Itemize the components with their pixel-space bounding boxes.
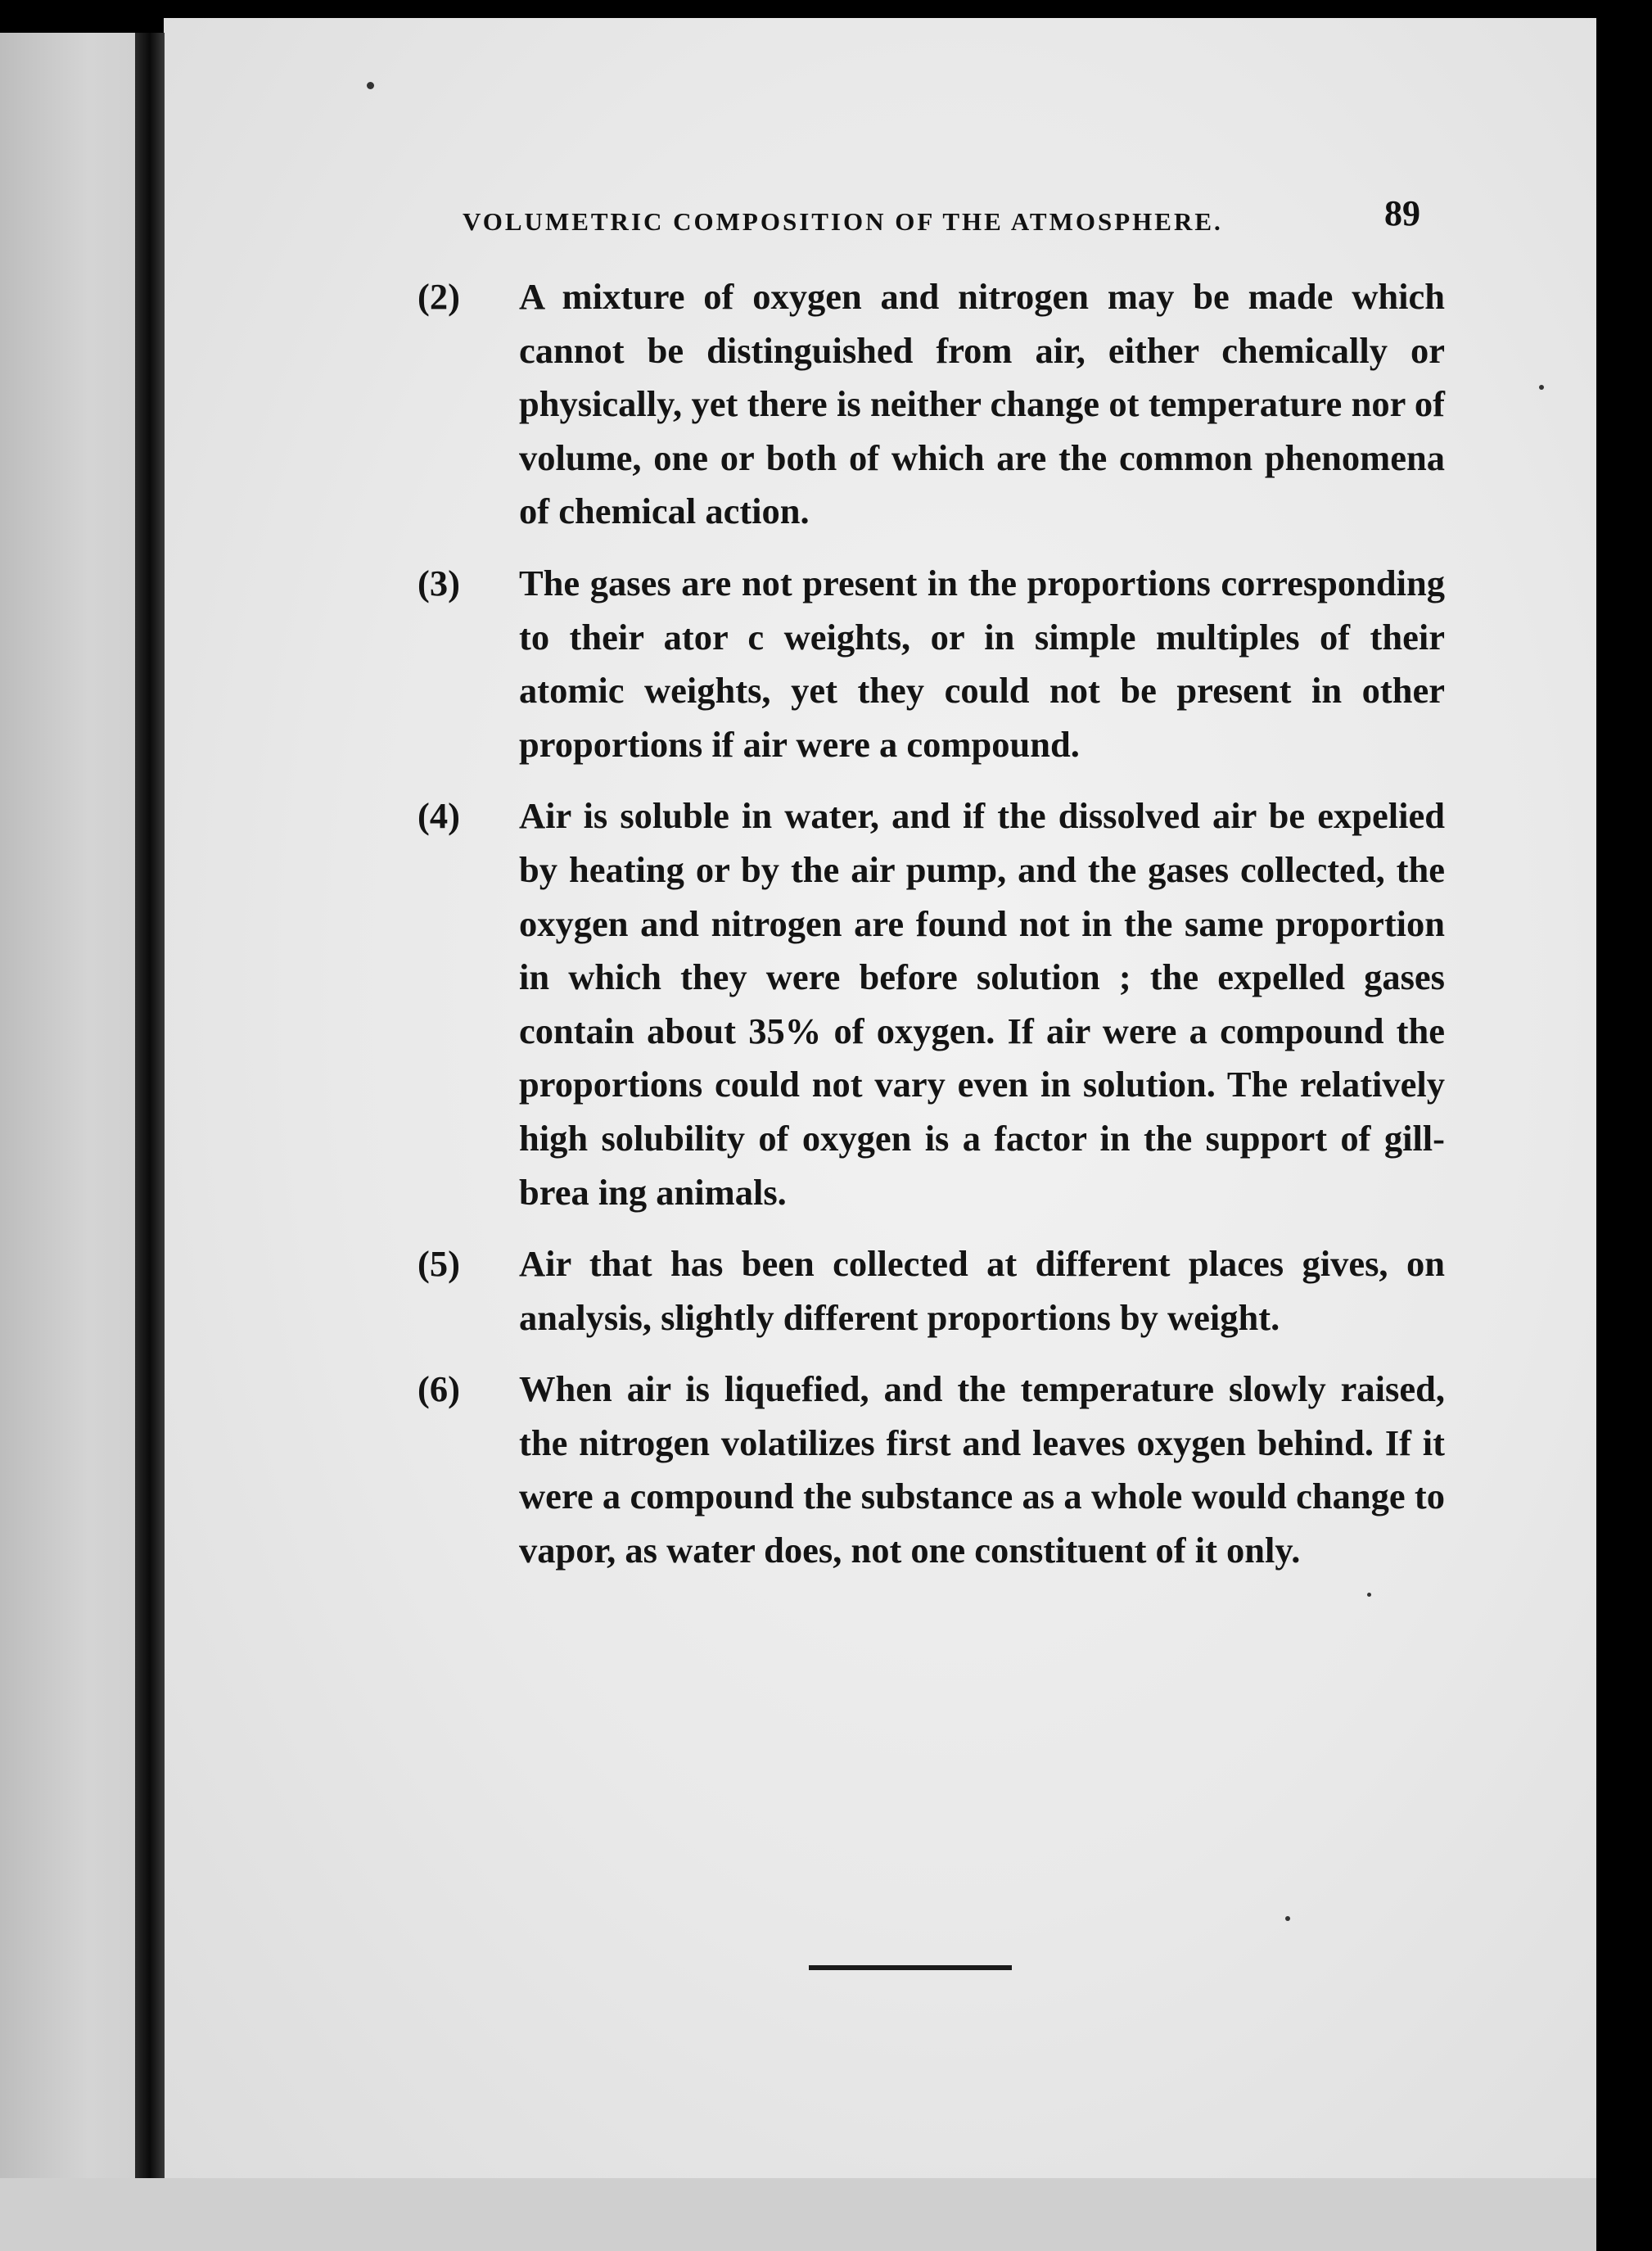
item-text: Air is soluble in water, and if the dissolved air be expelied by heating or by the air pump, and the gases collected, the oxygen and nitrogen are found not in the same proportion in which they were before solution ; the expelled gases contain about 35% of oxygen. If air were a compound the proportions could not vary even in solution. The relatively high solubility of oxygen is a factor in the support of gill-brea ing animals. <box>519 795 1445 1213</box>
page-number: 89 <box>1384 193 1420 233</box>
list-item <box>418 1237 1445 1345</box>
item-number: (4) <box>418 795 460 837</box>
item-text: Air that has been collected at different places gives, on analysis, slightly different proportions by weight. <box>519 1243 1445 1338</box>
book-gutter <box>135 33 165 2194</box>
list-item <box>418 789 1445 1219</box>
item-number: (3) <box>418 562 460 603</box>
running-head: VOLUMETRIC COMPOSITION OF THE ATMOSPHERE. <box>463 207 1223 236</box>
page-body <box>418 270 1445 1596</box>
scan-border <box>1596 0 1652 2251</box>
item-number: (5) <box>418 1243 460 1285</box>
dust-speck <box>1285 1916 1290 1921</box>
item-text: A mixture of oxygen and nitrogen may be made which cannot be distinguished from air, either chemically or physically, yet there is neither change ot temperature nor of volume, one or both of which are the common phenomena of chemical action. <box>519 276 1445 532</box>
facing-page-edge <box>0 33 147 2178</box>
item-text: The gases are not present in the proportions corresponding to their ator c weights, or in simple multiples of their atomic weights, yet they could not be present in other proportions if air were a compound. <box>519 562 1445 765</box>
item-number: (6) <box>418 1368 460 1410</box>
scanner-bed-strip <box>0 2178 1652 2251</box>
end-rule <box>809 1965 1012 1970</box>
item-number: (2) <box>418 276 460 317</box>
list-item <box>418 1363 1445 1577</box>
dust-speck <box>1539 385 1544 390</box>
list-item <box>418 270 1445 539</box>
dust-speck <box>367 82 374 89</box>
item-text: When air is liquefied, and the temperature slowly raised, the nitrogen volatilizes first and leaves oxygen behind. If it were a compound the substance as a whole would change to vapor, as water does, not one constituent of it only. <box>519 1368 1445 1571</box>
page-header <box>463 192 1420 242</box>
list-item <box>418 557 1445 771</box>
dust-speck <box>1367 1593 1371 1597</box>
